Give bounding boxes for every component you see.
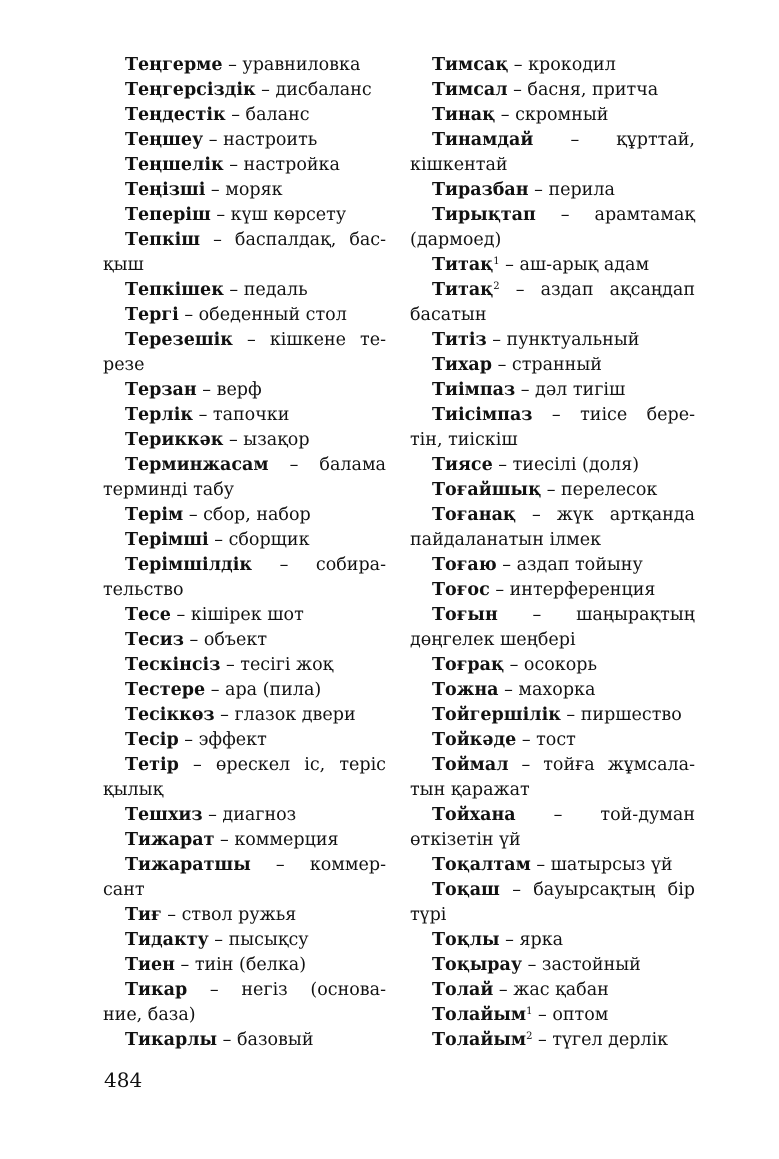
entry-headword: Тестере [125, 680, 206, 700]
dictionary-entry [103, 903, 386, 928]
dictionary-entry [103, 628, 386, 653]
entry-line [103, 678, 386, 703]
entry-definition: – перила [528, 180, 615, 200]
entry-headword: Тоғайшық [432, 480, 542, 500]
entry-line [410, 278, 695, 303]
entry-line [103, 1028, 386, 1053]
entry-headword: Теңгерме [125, 55, 223, 75]
entry-headword: Тойхана [432, 805, 516, 825]
entry-definition: – базовый [217, 1030, 314, 1050]
entry-line [103, 978, 386, 1003]
entry-definition: – махорка [498, 680, 596, 700]
entry-definition: – тиін (белка) [174, 955, 307, 975]
entry-definition: – пысықсу [208, 930, 309, 950]
entry-definition: терминді табу [103, 480, 235, 500]
entry-headword: Тоғаю [432, 555, 497, 575]
entry-line [103, 128, 386, 153]
entry-line [103, 178, 386, 203]
dictionary-entry [410, 728, 695, 753]
entry-headword: Тиісімпаз [432, 405, 533, 425]
dictionary-entry [410, 353, 695, 378]
entry-definition: – крокодил [508, 55, 616, 75]
dictionary-entry [103, 603, 386, 628]
entry-definition: – пиршество [560, 705, 682, 725]
entry-definition: – эффект [178, 730, 267, 750]
entry-line [410, 553, 695, 578]
entry-line [410, 103, 695, 128]
entry-headword: Толай [432, 980, 494, 1000]
dictionary-entry [410, 453, 695, 478]
entry-line [103, 553, 386, 578]
entry-headword: Тесе [125, 605, 171, 625]
entry-headword: Тиразбан [432, 180, 529, 200]
entry-headword: Толайым [432, 1005, 527, 1025]
dictionary-entry [103, 228, 386, 278]
entry-definition: (дармоед) [410, 230, 502, 250]
entry-line [410, 303, 695, 328]
dictionary-entry [410, 103, 695, 128]
entry-definition: – уравниловка [222, 55, 361, 75]
entry-line [410, 228, 695, 253]
entry-line [103, 853, 386, 878]
entry-headword: Тинамдай [432, 130, 534, 150]
entry-line [103, 153, 386, 178]
dictionary-entry [103, 403, 386, 428]
entry-headword: Тимсал [432, 80, 508, 100]
entry-headword: Тоқлы [432, 930, 500, 950]
entry-line [410, 703, 695, 728]
dictionary-entry [410, 478, 695, 503]
dictionary-entry [103, 203, 386, 228]
entry-line [103, 303, 386, 328]
entry-line [410, 953, 695, 978]
entry-definition: – аш-арық адам [499, 255, 650, 275]
entry-line [410, 203, 695, 228]
entry-definition: – балама [268, 455, 386, 475]
entry-headword: Тимсақ [432, 55, 509, 75]
entry-definition: – тапочки [193, 405, 290, 425]
entry-line [410, 253, 695, 278]
entry-headword: Теңшеу [125, 130, 204, 150]
entry-headword: Титақ [432, 255, 494, 275]
entry-line [103, 428, 386, 453]
entry-headword: Тешхиз [125, 805, 203, 825]
entry-headword: Тидакту [125, 930, 209, 950]
entry-headword: Тоқалтам [432, 855, 531, 875]
entry-definition: – шатырсыз үй [530, 855, 673, 875]
dictionary-entry [103, 853, 386, 903]
dictionary-entry [103, 128, 386, 153]
dictionary-entry [410, 53, 695, 78]
entry-definition: – собира- [252, 555, 386, 575]
entry-line [103, 828, 386, 853]
entry-definition: – глазок двери [214, 705, 356, 725]
dictionary-entry [410, 503, 695, 553]
entry-headword: Териккәк [125, 430, 224, 450]
dictionary-entry [410, 853, 695, 878]
entry-line [410, 728, 695, 753]
dictionary-entry [410, 953, 695, 978]
entry-line [410, 478, 695, 503]
entry-line [103, 503, 386, 528]
dictionary-entry [410, 403, 695, 453]
entry-definition: – өрескел іс, теріс [178, 755, 386, 775]
entry-headword: Тепкіш [125, 230, 201, 250]
entry-line [410, 678, 695, 703]
entry-headword: Тикарлы [125, 1030, 218, 1050]
entry-definition: – арамтамақ [535, 205, 695, 225]
dictionary-entry [410, 128, 695, 178]
entry-definition: – перелесок [541, 480, 658, 500]
homonym-number: 2 [526, 1031, 533, 1042]
entry-line [103, 953, 386, 978]
entry-line [103, 778, 386, 803]
entry-line [410, 628, 695, 653]
entry-line [103, 103, 386, 128]
entry-definition: түрі [410, 905, 447, 925]
dictionary-entry [103, 678, 386, 703]
entry-headword: Тесиз [125, 630, 184, 650]
entry-headword: Тесір [125, 730, 179, 750]
entry-headword: Тоғын [432, 605, 498, 625]
dictionary-entry [103, 828, 386, 853]
entry-definition: басатын [410, 305, 487, 325]
entry-definition: тельство [103, 580, 184, 600]
entry-definition: – странный [492, 355, 602, 375]
dictionary-entry [410, 653, 695, 678]
entry-headword: Тоқаш [432, 880, 500, 900]
dictionary-entry [103, 178, 386, 203]
entry-definition: – интерференция [489, 580, 656, 600]
entry-headword: Терезешік [125, 330, 233, 350]
dictionary-entry [103, 928, 386, 953]
entry-line [410, 578, 695, 603]
entry-definition: – негіз (основа- [187, 980, 386, 1000]
entry-line [410, 828, 695, 853]
entry-definition: – дәл тигіш [515, 380, 626, 400]
entry-definition: – жас қабан [493, 980, 609, 1000]
entry-line [103, 1003, 386, 1028]
dictionary-entry [410, 703, 695, 728]
entry-line [410, 778, 695, 803]
homonym-number: 1 [526, 1006, 533, 1017]
entry-line [103, 728, 386, 753]
entry-line [103, 78, 386, 103]
dictionary-entry [410, 278, 695, 328]
entry-line [410, 53, 695, 78]
entry-line [103, 528, 386, 553]
entry-definition: пайдаланатын ілмек [410, 530, 602, 550]
entry-headword: Тижаратшы [125, 855, 251, 875]
entry-definition: – ствол ружья [161, 905, 297, 925]
dictionary-entry [410, 1028, 695, 1053]
dictionary-entry [103, 503, 386, 528]
entry-line [410, 753, 695, 778]
entry-headword: Тоғрақ [432, 655, 505, 675]
entry-headword: Тоймал [432, 755, 509, 775]
entry-definition: – баланс [225, 105, 310, 125]
entry-definition: – застойный [522, 955, 641, 975]
entry-headword: Тирықтап [432, 205, 536, 225]
entry-line [103, 478, 386, 503]
homonym-number: 1 [493, 256, 500, 267]
entry-definition: – дисбаланс [255, 80, 372, 100]
entry-headword: Терзан [125, 380, 197, 400]
entry-line [410, 503, 695, 528]
entry-headword: Тижарат [125, 830, 215, 850]
entry-definition: – шаңырақтың [497, 605, 695, 625]
entry-definition: – жүк артқанда [515, 505, 695, 525]
entry-headword: Тепкішек [125, 280, 224, 300]
entry-definition: – тиесілі (доля) [492, 455, 640, 475]
dictionary-entry [410, 553, 695, 578]
entry-headword: Толайым [432, 1030, 527, 1050]
entry-headword: Тоғанақ [432, 505, 516, 525]
entry-headword: Тикар [125, 980, 188, 1000]
entry-headword: Тергі [125, 305, 179, 325]
entry-line [103, 203, 386, 228]
entry-line [410, 353, 695, 378]
entry-headword: Тожна [432, 680, 499, 700]
dictionary-entry [103, 153, 386, 178]
entry-line [103, 703, 386, 728]
dictionary-entry [103, 953, 386, 978]
entry-line [410, 178, 695, 203]
entry-headword: Тескінсіз [125, 655, 221, 675]
entry-headword: Титақ [432, 280, 494, 300]
entry-definition: – тойға жұмсала- [508, 755, 695, 775]
entry-headword: Теңізші [125, 180, 206, 200]
entry-definition: – бауырсақтың бір [499, 880, 695, 900]
entry-definition: сант [103, 880, 145, 900]
entry-definition: – басня, притча [507, 80, 659, 100]
entry-definition: – кішірек шот [170, 605, 304, 625]
dictionary-entry [410, 978, 695, 1003]
dictionary-entry [410, 803, 695, 853]
dictionary-entry [410, 603, 695, 653]
entry-definition: өткізетін үй [410, 830, 521, 850]
dictionary-entry [410, 253, 695, 278]
entry-definition: – сбор, набор [183, 505, 311, 525]
entry-headword: Тиімпаз [432, 380, 516, 400]
entry-definition: – құрттай, [533, 130, 695, 150]
dictionary-entry [103, 1028, 386, 1053]
entry-headword: Тоқырау [432, 955, 523, 975]
entry-line [410, 128, 695, 153]
entry-line [103, 653, 386, 678]
entry-definition: – настроить [203, 130, 318, 150]
entry-line [103, 628, 386, 653]
entry-line [103, 378, 386, 403]
entry-definition: – скромный [495, 105, 609, 125]
entry-headword: Терім [125, 505, 184, 525]
entry-line [103, 403, 386, 428]
dictionary-entry [103, 103, 386, 128]
entry-line [410, 528, 695, 553]
dictionary-entry [103, 703, 386, 728]
entry-definition: – кішкене те- [232, 330, 386, 350]
entry-headword: Теңшелік [125, 155, 224, 175]
entry-headword: Терімшілдік [125, 555, 252, 575]
entry-definition: – пунктуальный [486, 330, 640, 350]
entry-line [103, 878, 386, 903]
entry-line [410, 78, 695, 103]
entry-headword: Тинақ [432, 105, 496, 125]
dictionary-entry [410, 678, 695, 703]
entry-definition: – аздап тойыну [496, 555, 643, 575]
entry-definition: тын қаражат [410, 780, 530, 800]
entry-definition: – аздап ақсаңдап [499, 280, 695, 300]
page-number: 484 [104, 1068, 143, 1092]
entry-headword: Тиен [125, 955, 175, 975]
entry-line [103, 353, 386, 378]
entry-definition: – сборщик [208, 530, 310, 550]
entry-line [103, 803, 386, 828]
entry-definition: – ызақор [223, 430, 310, 450]
entry-headword: Тепеpiш [125, 205, 211, 225]
entry-headword: Тетір [125, 755, 179, 775]
dictionary-entry [103, 278, 386, 303]
entry-line [410, 803, 695, 828]
entry-line [410, 328, 695, 353]
entry-headword: Теңдестік [125, 105, 226, 125]
entry-line [410, 153, 695, 178]
entry-line [103, 903, 386, 928]
entry-definition: – ярка [499, 930, 564, 950]
dictionary-entry [410, 878, 695, 928]
entry-line [103, 928, 386, 953]
dictionary-entry [410, 378, 695, 403]
entry-line [410, 403, 695, 428]
dictionary-entry [103, 378, 386, 403]
entry-definition: – коммерция [214, 830, 339, 850]
entry-line [103, 578, 386, 603]
entry-line [410, 1028, 695, 1053]
dictionary-entry [410, 328, 695, 353]
entry-definition: – моряк [205, 180, 283, 200]
entry-line [410, 653, 695, 678]
dictionary-entry [103, 753, 386, 803]
entry-definition: – осокорь [504, 655, 597, 675]
entry-definition: – объект [183, 630, 268, 650]
entry-line [410, 978, 695, 1003]
dictionary-entry [103, 453, 386, 503]
entry-headword: Терімші [125, 530, 209, 550]
dictionary-entry [103, 78, 386, 103]
entry-line [410, 1003, 695, 1028]
dictionary-entry [103, 803, 386, 828]
dictionary-entry [410, 203, 695, 253]
entry-headword: Тойгершілік [432, 705, 561, 725]
dictionary-entry [103, 553, 386, 603]
entry-headword: Терлік [125, 405, 194, 425]
entry-line [410, 378, 695, 403]
entry-definition: – обеденный стол [178, 305, 347, 325]
entry-line [410, 928, 695, 953]
entry-line [103, 328, 386, 353]
entry-headword: Тиясе [432, 455, 493, 475]
entry-line [103, 753, 386, 778]
entry-definition: – түгел дерлік [532, 1030, 669, 1050]
entry-definition: – коммер- [250, 855, 386, 875]
entry-headword: Теңгерсіздік [125, 80, 256, 100]
entry-line [103, 603, 386, 628]
entry-line [103, 53, 386, 78]
entry-line [410, 903, 695, 928]
entry-definition: – оптом [532, 1005, 609, 1025]
entry-line [103, 228, 386, 253]
entry-definition: – баспалдақ, бас- [200, 230, 386, 250]
entry-definition: – ара (пила) [205, 680, 322, 700]
entry-definition: – тост [516, 730, 576, 750]
dictionary-entry [410, 753, 695, 803]
entry-headword: Тоғос [432, 580, 490, 600]
homonym-number: 2 [493, 281, 500, 292]
entry-definition: – тесігі жоқ [220, 655, 334, 675]
entry-line [410, 878, 695, 903]
entry-line [103, 278, 386, 303]
entry-headword: Терминжасам [125, 455, 269, 475]
entry-definition: қыш [103, 255, 144, 275]
entry-headword: Тиғ [125, 905, 162, 925]
dictionary-entry [103, 428, 386, 453]
entry-definition: – тиісе бере- [532, 405, 695, 425]
dictionary-entry [103, 728, 386, 753]
dictionary-entry [410, 928, 695, 953]
dictionary-entry [103, 53, 386, 78]
entry-definition: кішкентай [410, 155, 508, 175]
entry-definition: дөңгелек шеңбері [410, 630, 576, 650]
dictionary-entry [410, 1003, 695, 1028]
dictionary-entry [103, 978, 386, 1028]
entry-headword: Титіз [432, 330, 487, 350]
dictionary-entry [103, 653, 386, 678]
entry-definition: қылық [103, 780, 164, 800]
entry-headword: Тихар [432, 355, 493, 375]
entry-line [410, 428, 695, 453]
entry-definition: – күш көрсету [210, 205, 347, 225]
entry-headword: Тесіккөз [125, 705, 215, 725]
entry-definition: – настройка [223, 155, 340, 175]
dictionary-entry [410, 578, 695, 603]
entry-line [103, 453, 386, 478]
entry-line [410, 603, 695, 628]
entry-definition: резе [103, 355, 145, 375]
entry-headword: Тойкәде [432, 730, 517, 750]
entry-line [410, 453, 695, 478]
entry-line [103, 253, 386, 278]
dictionary-entry [410, 78, 695, 103]
entry-line [410, 853, 695, 878]
entry-definition: тін, тиіскіш [410, 430, 518, 450]
entry-definition: – диагноз [202, 805, 297, 825]
dictionary-entry [103, 303, 386, 328]
dictionary-entry [410, 178, 695, 203]
entry-definition: – той-думан [515, 805, 695, 825]
entry-definition: – верф [196, 380, 262, 400]
dictionary-entry [103, 328, 386, 378]
entry-definition: – педаль [223, 280, 308, 300]
dictionary-entry [103, 528, 386, 553]
entry-definition: ние, база) [103, 1005, 196, 1025]
